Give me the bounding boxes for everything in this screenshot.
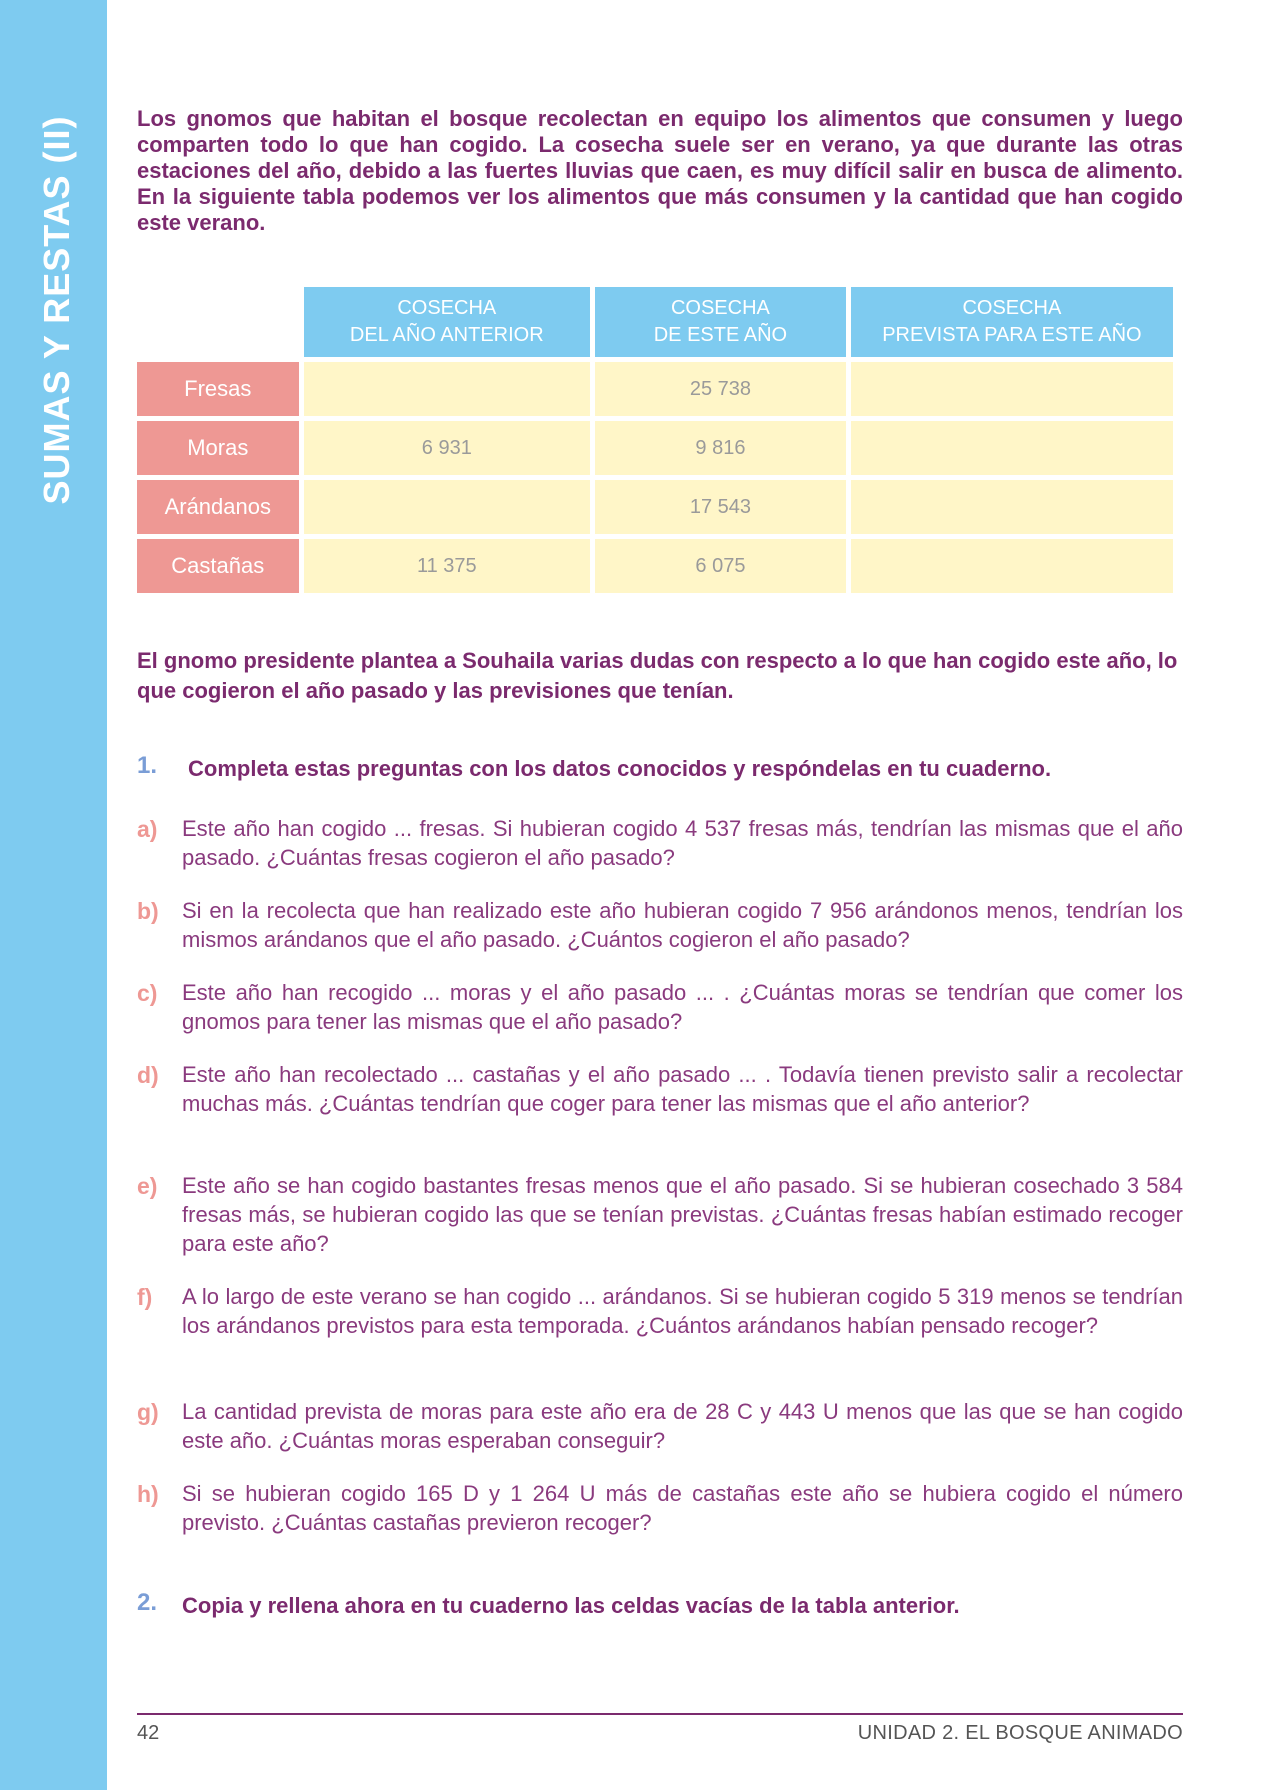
header-line: PREVISTA PARA ESTE AÑO [882,324,1142,346]
row-label: Castañas [137,539,299,593]
row-label: Moras [137,421,299,475]
row-label: Fresas [137,362,299,416]
header-line: DEL AÑO ANTERIOR [349,324,544,346]
header-line: COSECHA [962,297,1062,319]
item-text: Si en la recolecta que han realizado este año hubieran cogido 7 956 arándonos menos, tendrían los mismos arándanos que el año pasado. ¿Cuántos cogieron el año pasado? [182,898,1183,952]
table-row [137,480,1173,534]
item-text: Este año han cogido ... fresas. Si hubieran cogido 4 537 fresas más, tendrían las mismas que el año pasado. ¿Cuántas fresas cogieron el año pasado? [182,816,1183,870]
cell-previous-year: 11 375 [304,539,591,593]
item-text: Este año han recogido ... moras y el año pasado ... . ¿Cuántas moras se tendrían que comer los gnomos para tener las mismas que el año pasado? [182,980,1183,1034]
item-letter: f) [137,1284,153,1310]
header-line: COSECHA [397,297,497,319]
harvest-table [132,282,1178,598]
item-letter: d) [137,1062,159,1088]
header-forecast [851,287,1173,357]
item-text: A lo largo de este verano se han cogido ... arándanos. Si se hubieran cogido 5 319 menos se tendrían los arándanos previstos para esta temporada. ¿Cuántos arándanos habían pensado recoger? [182,1284,1183,1338]
table-header-row [137,287,1173,357]
item-text: Este año se han cogido bastantes fresas menos que el año pasado. Si se hubieran cosechado 3 584 fresas más, se hubieran cogido las que se tenían previstas. ¿Cuántas fresas habían estimado recoger para este año? [182,1173,1183,1256]
header-line: DE ESTE AÑO [653,324,788,346]
item-text: Si se hubieran cogido 165 D y 1 264 U más de castañas este año se hubiera cogido el número previsto. ¿Cuántas castañas previeron recoger? [182,1481,1183,1535]
item-letter: a) [137,816,158,842]
header-this-year [595,287,846,357]
question-number: 2. [137,1589,158,1616]
item-text: Este año han recolectado ... castañas y el año pasado ... . Todavía tienen previsto salir a recolectar muchas más. ¿Cuántas tendrían que coger para tener las mismas que el año anterior? [182,1062,1183,1116]
header-line: COSECHA [670,297,770,319]
cell-this-year: 25 738 [595,362,846,416]
item-letter: h) [137,1481,159,1507]
cell-this-year: 17 543 [595,480,846,534]
cell-forecast [851,539,1173,593]
table-row [137,362,1173,416]
sidebar [0,0,107,1790]
cell-this-year: 9 816 [595,421,846,475]
question-number: 1. [137,752,158,779]
item-letter: e) [137,1173,158,1199]
question-text: Completa estas preguntas con los datos conocidos y respóndelas en tu cuaderno. [188,756,1052,781]
row-label: Arándanos [137,480,299,534]
table-corner-cell [137,287,299,357]
cell-previous-year [304,480,591,534]
intro-paragraph: Los gnomos que habitan el bosque recolectan en equipo los alimentos que consumen y luego comparten todo lo que han cogido. La cosecha suele ser en verano, ya que durante las otras estaciones del año, debido a las fuertes lluvias que caen, es muy difícil salir en busca de alimento. En la siguiente tabla podemos ver los alimentos que más consumen y la cantidad que han cogido este verano. [137,106,1183,235]
page-number: 42 [137,1722,160,1744]
footer-divider [137,1713,1183,1715]
cell-forecast [851,480,1173,534]
cell-this-year: 6 075 [595,539,846,593]
unit-title: UNIDAD 2. EL BOSQUE ANIMADO [857,1722,1183,1744]
item-letter: g) [137,1399,159,1425]
cell-previous-year: 6 931 [304,421,591,475]
question-text: Copia y rellena ahora en tu cuaderno las celdas vacías de la tabla anterior. [182,1593,960,1618]
header-previous-year [304,287,591,357]
section-title: SUMAS Y RESTAS (II) [36,115,77,505]
table-row [137,421,1173,475]
context-paragraph: El gnomo presidente plantea a Souhaila varias dudas con respecto a lo que han cogido este año, lo que cogieron el año pasado y las previsiones que tenían. [137,648,1178,703]
cell-forecast [851,421,1173,475]
table-row [137,539,1173,593]
item-letter: b) [137,898,159,924]
item-text: La cantidad prevista de moras para este año era de 28 C y 443 U menos que las que se han cogido este año. ¿Cuántas moras esperaban conseguir? [182,1399,1183,1453]
cell-previous-year [304,362,591,416]
item-letter: c) [137,980,158,1006]
cell-forecast [851,362,1173,416]
